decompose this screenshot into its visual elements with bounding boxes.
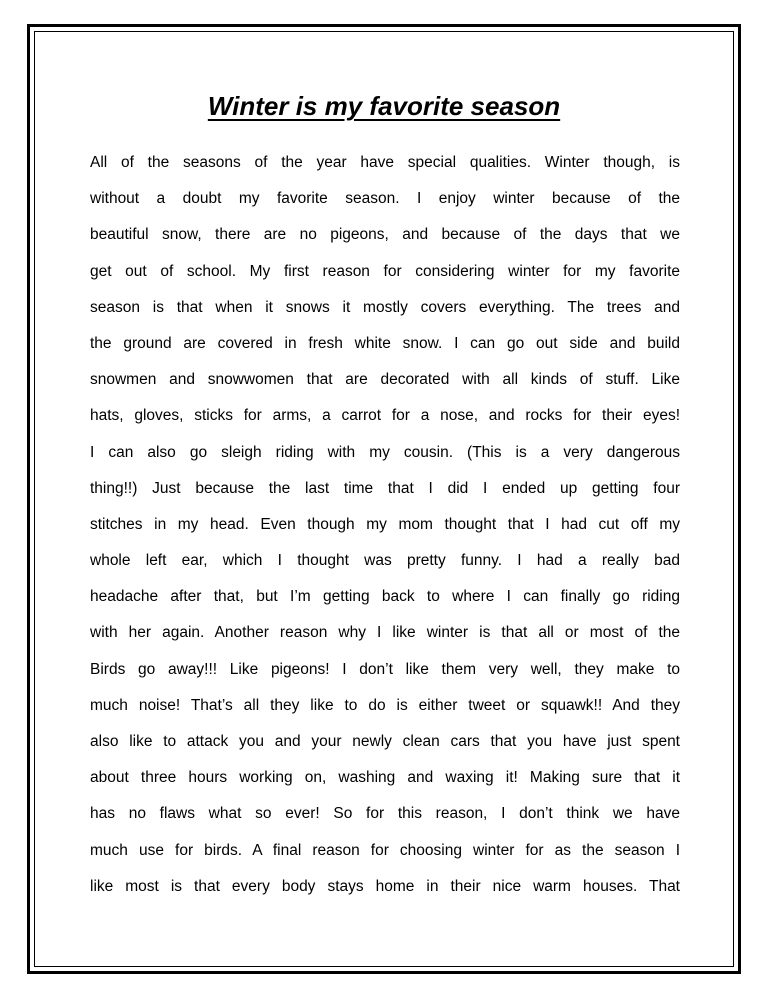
body-line: much noise! That’s all they like to do is either tweet or squawk!! And they <box>90 696 680 714</box>
body-line: headache after that, but I’m getting back to where I can finally go riding <box>90 588 680 606</box>
body-line: has no flaws what so ever! So for this reason, I don’t think we have <box>90 805 680 823</box>
body-line: stitches in my head. Even though my mom thought that I had cut off my <box>90 515 680 533</box>
body-line: much use for birds. A final reason for choosing winter for as the season I <box>90 841 680 859</box>
body-line: with her again. Another reason why I like winter is that all or most of the <box>90 624 680 642</box>
body-line: snowmen and snowwomen that are decorated with all kinds of stuff. Like <box>90 371 680 389</box>
body-line: get out of school. My first reason for considering winter for my favorite <box>90 262 680 280</box>
body-line: All of the seasons of the year have special qualities. Winter though, is <box>90 154 680 171</box>
body-line: like most is that every body stays home in their nice warm houses. That <box>90 877 680 895</box>
body-line: hats, gloves, sticks for arms, a carrot for a nose, and rocks for their eyes! <box>90 407 680 425</box>
body-line: I can also go sleigh riding with my cousin. (This is a very dangerous <box>90 443 680 461</box>
body-line: without a doubt my favorite season. I enjoy winter because of the <box>90 190 680 208</box>
body-line: Birds go away!!! Like pigeons! I don’t like them very well, they make to <box>90 660 680 678</box>
document-title: Winter is my favorite season <box>207 91 561 121</box>
body-line: beautiful snow, there are no pigeons, and because of the days that we <box>90 226 680 244</box>
body-line: thing!!) Just because the last time that I did I ended up getting four <box>90 479 680 497</box>
body-line: whole left ear, which I thought was pretty funny. I had a really bad <box>90 552 680 570</box>
body-line: the ground are covered in fresh white snow. I can go out side and build <box>90 334 680 352</box>
document-body <box>90 145 680 905</box>
body-line: season is that when it snows it mostly covers everything. The trees and <box>90 298 680 316</box>
body-line: about three hours working on, washing and waxing it! Making sure that it <box>90 769 680 787</box>
body-line: also like to attack you and your newly clean cars that you have just spent <box>90 733 680 750</box>
